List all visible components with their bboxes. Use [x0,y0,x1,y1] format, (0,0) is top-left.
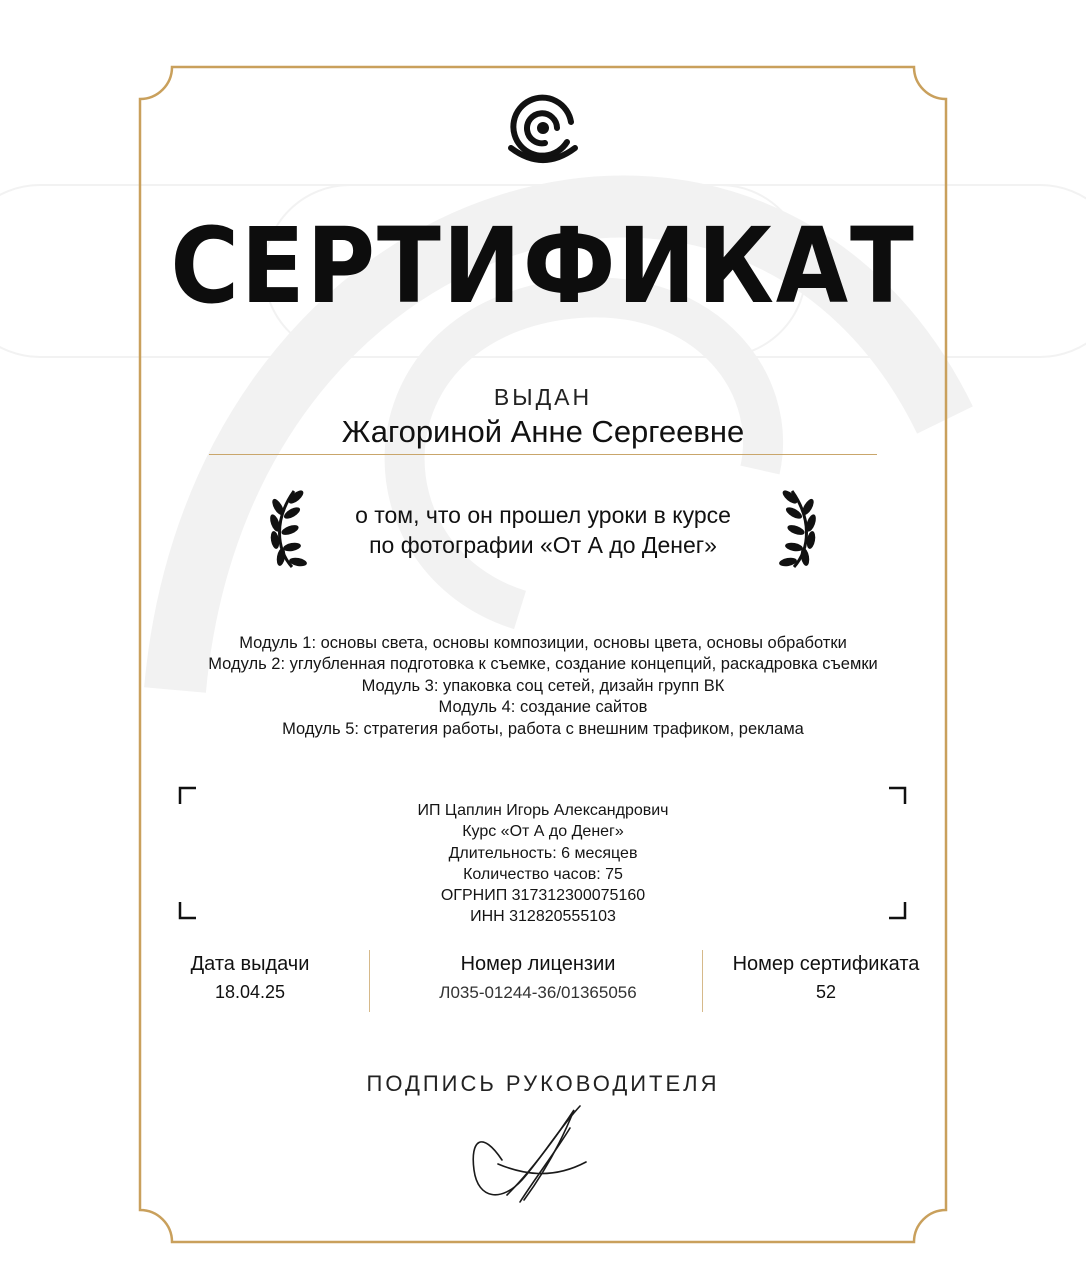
org-duration: Длительность: 6 месяцев [448,845,638,862]
column-divider [369,950,370,1012]
issued-label: ВЫДАН [493,384,593,410]
issue-date-value: 18.04.25 [214,982,286,1002]
recipient-name: Жагориной Анне Сергеевне [341,414,745,449]
issue-date-label: Дата выдачи [190,953,310,975]
module-line-5: Модуль 5: стратегия работы, работа с внешним трафиком, реклама [282,720,804,738]
module-line-1: Модуль 1: основы света, основы композиции, основы цвета, основы обработки [239,634,847,652]
module-line-2: Модуль 2: углубленная подготовка к съемке, создание концепций, раскадровка съемки [208,655,878,673]
signature-label: ПОДПИСЬ РУКОВОДИТЕЛЯ [366,1071,720,1096]
certificate-title: СЕРТИФИКАТ [170,205,916,327]
recipient-underline [209,454,877,455]
certificate-number-value: 52 [815,982,837,1002]
org-course: Курс «От А до Денег» [462,823,624,840]
certificate-number-label: Номер сертификата [732,953,920,975]
module-line-3: Модуль 3: упаковка соц сетей, дизайн групп ВК [361,677,725,695]
column-divider [702,950,703,1012]
description-line-1: о том, что он прошел уроки в курсе [355,502,731,528]
org-inn: ИНН 312820555103 [470,908,616,925]
org-name: ИП Цаплин Игорь Александрович [417,802,669,819]
org-hours: Количество часов: 75 [463,866,623,883]
description-line-2: по фотографии «От А до Денег» [369,532,717,558]
module-line-4: Модуль 4: создание сайтов [438,698,648,716]
eye-logo-icon [503,88,583,168]
handwritten-signature [462,1100,602,1215]
license-value: Л035-01244-36/01365056 [439,983,637,1002]
license-label: Номер лицензии [460,953,616,975]
org-ogrnip: ОГРНИП 317312300075160 [440,887,646,904]
